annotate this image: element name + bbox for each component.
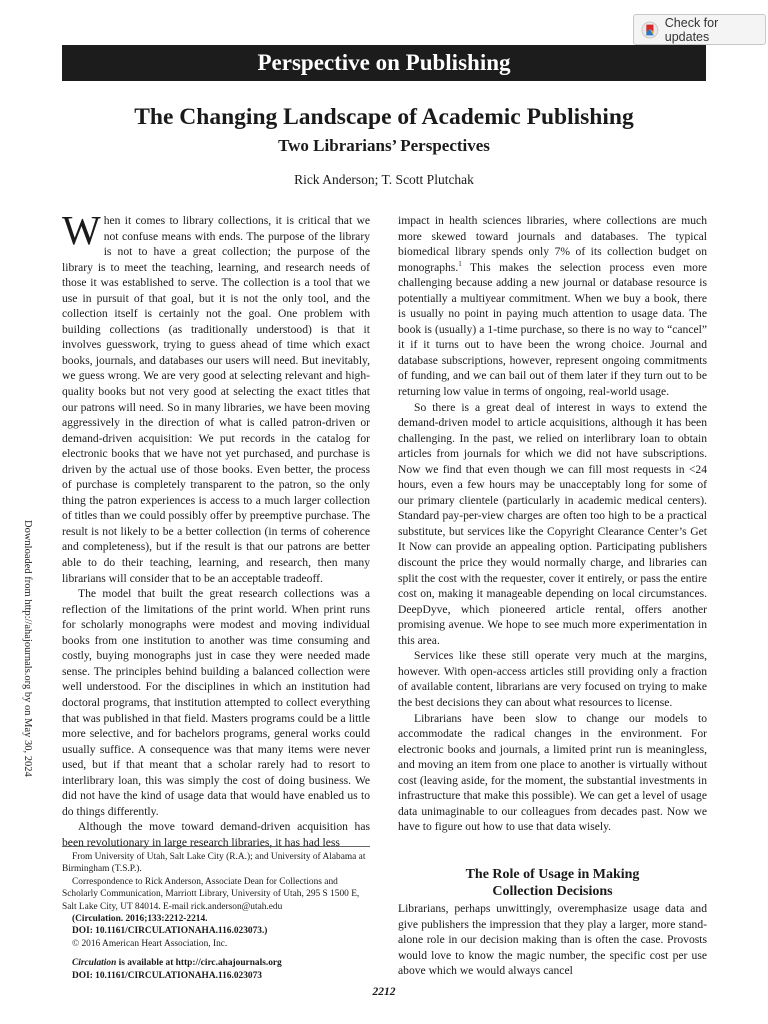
article-title: The Changing Landscape of Academic Publishing xyxy=(134,104,634,130)
right-column xyxy=(398,213,707,835)
section-banner: Perspective on Publishing xyxy=(62,45,706,81)
check-for-updates-button[interactable] xyxy=(633,14,766,45)
doi-note[interactable]: DOI: 10.1161/CIRCULATIONAHA.116.023073.) xyxy=(72,926,268,937)
footnotes xyxy=(62,851,370,982)
correspondence-note: Correspondence to Rick Anderson, Associate Dean for Collections and Scholarly Communication, Marriott Library, University of Utah, 295 S 1500 E, Salt Lake City, UT 84014. E-mail rick.anderson@utah.edu xyxy=(62,876,360,912)
page-number: 2212 xyxy=(372,986,396,998)
crossmark-icon xyxy=(641,21,659,39)
citation-note: (Circulation. 2016;133:2212-2214. xyxy=(72,914,208,925)
reference-marker[interactable]: 1 xyxy=(458,259,462,268)
body-paragraph: Librarians have been slow to change our models to accommodate the radical changes in the environment. For electronic books and journals, a limited print run is meaningless, and moving an item from one place to another is virtually without cost (leaving aside, for the moment, the substantial investments in infrastructure that make this possible). We can get a level of usage data unimaginable to our colleagues from decades past. Now we have to figure out how to use that data wisely. xyxy=(398,711,707,834)
left-column xyxy=(62,207,370,850)
article-subtitle: Two Librarians’ Perspectives xyxy=(278,136,490,155)
doi-note-2[interactable]: DOI: 10.1161/CIRCULATIONAHA.116.023073 xyxy=(72,970,262,981)
body-paragraph: Although the move toward demand-driven acquisition has been revolutionary in large research libraries, it has had less xyxy=(62,820,370,849)
body-paragraph: The model that built the great research collections was a reflection of the limitations of the print world. When print runs for scholarly monographs were modest and moving individual books from one institution to another was time consuming and costly, buying monographs just in case they were needed made sense. The principles behind building a balanced collection were well understood. For the disciplines in which an institution had doctoral programs, that institution attempted to collect everything that was published in that field. Masters programs could be a little more selective, and for bachelors programs, general works could usually suffice. A consequence was that many items were never used, but if that meant that a scholar rarely had to resort to interlibrary loan, this was simply the cost of doing business. We did not have the kind of usage data that would have enabled us to do things differently. xyxy=(62,587,370,818)
body-paragraph: Services like these still operate very much at the margins, however. With open-access articles still providing only a fraction of available content, librarians are very focused on trying to make the best decisions they can about what resources to license. xyxy=(398,649,707,709)
copyright-note: © 2016 American Heart Association, Inc. xyxy=(72,938,228,949)
affiliation-note: From University of Utah, Salt Lake City (R.A.); and University of Alabama at Birmingham (T.S.P.). xyxy=(62,852,366,875)
article-authors: Rick Anderson; T. Scott Plutchak xyxy=(294,172,474,187)
body-paragraph: When it comes to library collections, it is critical that we not confuse means with ends. The purpose of the library is not to have a great collection; the purpose of the library is to meet the teaching, learning, and research needs of those it was established to serve. The collection is a tool that we use in pursuit of that goal, but it is not the only tool, and the collection itself is certainly not the goal. One problem with building collections (as traditionally understood) is that it involves guesswork, trying to guess ahead of time which exact books, journals, and databases our users will need. But inevitably, we guess wrong. We are very good at selecting relevant and high-quality books but not very good at selecting the exact titles that our patrons will need. So in many libraries, we have been moving aggressively in the direction of what is called patron-driven or demand-driven acquisition: We put records in the catalog for electronic books that we have not yet purchased, and purchase is driven by the actual use of those books. Even better, the process of purchase is completely transparent to the patron, so the only thing the patron experiences is access to a much larger collection of titles than we could possibly offer by preemptive purchase. The result is not likely to be a better collection (in terms of coherence and completeness), but if the result is that our patrons are better able to do their teaching, learning, and research, then many librarians will consider that to be an acceptable tradeoff. xyxy=(62,207,370,585)
drop-cap: W xyxy=(62,207,101,253)
availability-note[interactable]: Circulation is available at http://circ.ahajournals.org xyxy=(72,958,282,969)
footnote-divider xyxy=(62,846,370,847)
check-for-updates-label: Check for updates xyxy=(664,15,719,44)
body-paragraph: impact in health sciences libraries, where collections are much more skewed toward journals and databases. The typical biomedical library spends only 7% of its collection budget on monographs.$^1$ This makes the selection process even more challenging because adding a new journal or database resource is potentially a multiyear commitment. When we buy a book, there is usually no point in paying much attention to usage data. The book is (usually) a 1-time purchase, so there is no way to “cancel” it if it turns out to have been the wrong choice. Journal and database subscriptions, however, represent ongoing commitments of funding, and we can bail out of them later if they turn out to be returning low value in terms of ongoing, real-world usage. xyxy=(398,214,707,399)
download-watermark: Downloaded from http://ahajournals.org by on May 30, 2024 xyxy=(22,520,33,777)
section-heading: The Role of Usage in Making Collection Decisions xyxy=(465,867,640,899)
section-text: Librarians, perhaps unwittingly, overemphasize usage data and give publishers the impression that they play a larger, more stand-alone role in our decision making than is often the case. Provosts would love to know the magic number, the specific cost per use above which we would always cancel xyxy=(398,902,707,977)
body-paragraph: So there is a great deal of interest in ways to extend the demand-driven model to article acquisitions, although it has been challenging. In the past, we relied on interlibrary loan to obtain articles from journals for which we did not have subscriptions. Now we find that even though we can fill most requests in <24 hours, even a few hours may be unacceptably long for some of our primary clientele (particularly in academic medical centers). Standard pay-per-view charges are often too high to be a practical substitute, but services like the Copyright Clearance Center’s Get It Now can provide an appealing option. Participating publishers discount the price they would normally charge, and libraries can split the cost with the requester, cover it entirely, or pass the entire cost on, making it manageable depending on local circumstances. DeepDyve, which pioneered article rental, offers another promising avenue. We hope to see much more experimentation in this area. xyxy=(398,400,707,647)
